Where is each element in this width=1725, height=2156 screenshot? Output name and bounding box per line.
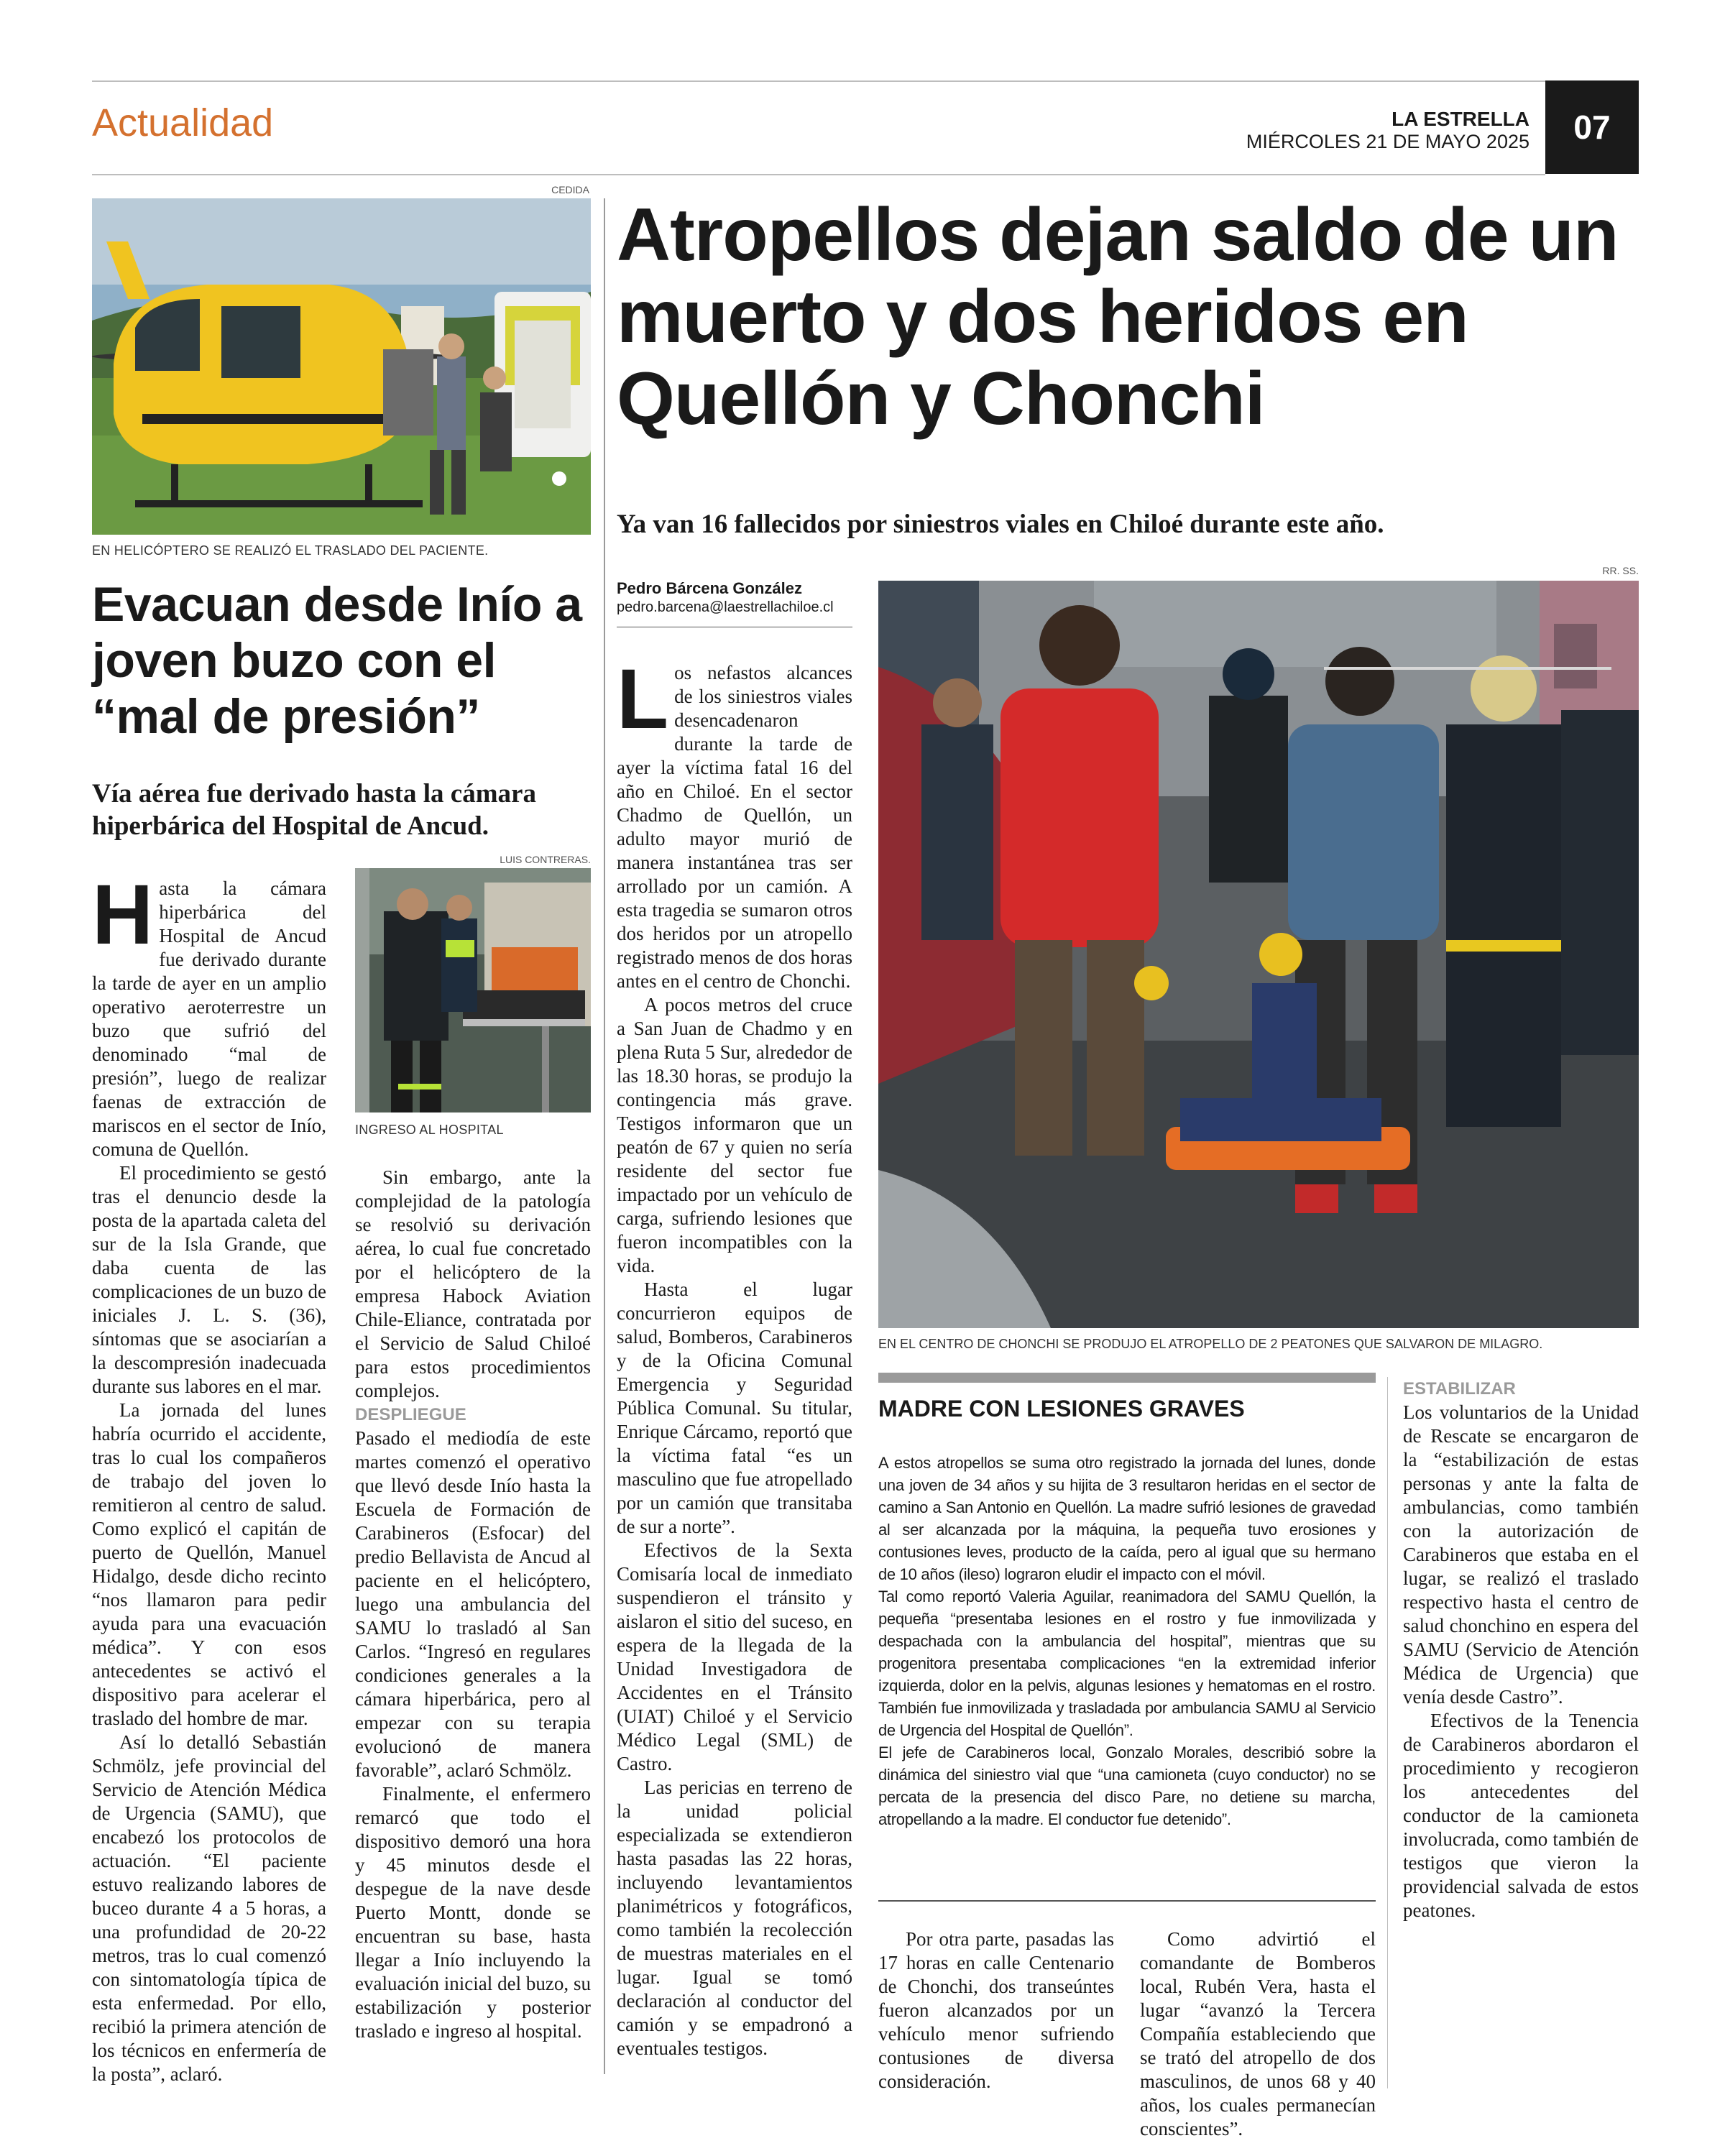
accident-photo: [878, 581, 1639, 1328]
left-story-col-1: [92, 867, 326, 2085]
sidebar-p3: El jefe de Carabineros local, Gonzalo Morales, describió sobre la dinámica del siniestro vial que “una camioneta (cuyo conductor) no se percata de la presencia del disco Pare, no detiene su marcha, atropellando a la madre. El conductor fue detenido”.: [878, 1743, 1376, 1828]
main-story-p2: A pocos metros del cruce a San Juan de Chadmo y en plena Ruta 5 Sur, alrededor de las 18.30 horas, se produjo la contingencia más grave. Testigos informaron que un peatón de 67 y quien no sería residente del sector fue impactado por un vehículo de carga, sufriendo lesiones que fueron incompatibles con la vida.: [617, 994, 852, 1276]
sidebar-body: [878, 1452, 1376, 1883]
hospital-illustration: [355, 868, 591, 1112]
main-story-p6: Por otra parte, pasadas las 17 horas en calle Centenario de Chonchi, dos transeúntes fueron alcanzados por un vehículo menor sufriendo contusiones de diversa consideración.: [878, 1928, 1114, 2092]
main-story-p4: Efectivos de la Sexta Comisaría local de inmediato suspendieron el tránsito y aislaron el sitio del suceso, en espera de la llegada de la Unidad Investigadora de Accidentes en el Tránsito (UIAT) Chiloé y el Servicio Médico Legal (SML) de Castro.: [617, 1539, 852, 1774]
left-story-p6: Pasado el mediodía de este martes comenzó el operativo que llevó desde Inío hasta la Escuela de Formación de Carabineros (Esfocar) del predio Bellavista de Ancud al paciente en el helicóptero, luego una ambulancia del SAMU lo trasladó al San Carlos. “Ingresó en regulares condiciones generales a la cámara hiperbárica, pero al empezar con su terapia evolucionó de manera favorable”, aclaró Schmölz.: [355, 1427, 591, 1781]
main-story-author: Pedro Bárcena González: [617, 579, 802, 597]
left-story-p1: asta la cámara hiperbárica del Hospital de Ancud fue derivado durante la tarde de ayer en un amplio operativo aeroterrestre un buzo que sufrió del denominado “mal de presión”, luego de realizar faenas de extracción de mariscos en el sector de Inío, comuna de Quellón.: [92, 877, 326, 1160]
main-story-col-3: [1140, 1927, 1376, 2139]
photo-credit-hospital: LUIS CONTRERAS.: [500, 854, 591, 865]
left-story-subtitle: Vía aérea fue derivado hasta la cámara hiperbárica del Hospital de Ancud.: [92, 779, 536, 841]
sidebar-title: MADRE CON LESIONES GRAVES: [878, 1396, 1245, 1422]
main-story-email: pedro.barcena@laestrellachiloe.cl: [617, 599, 834, 615]
main-story-p3: Hasta el lugar concurrieron equipos de salud, Bomberos, Carabineros y de la Oficina Comunal Emergencia y Seguridad Pública Comunal. Su titular, Enrique Cárcamo, reportó que la víctima fatal “es un masculino que fue atropellado por un camión que transitaba de sur a norte”.: [617, 1279, 852, 1537]
main-story-col-2: [878, 1927, 1114, 2092]
left-story-p4: Así lo detalló Sebastián Schmölz, jefe provincial del Servicio de Atención Médica de Urgencia (SAMU), que encabezó los protocolos de actuación. “El paciente estuvo realizando labores de buceo durante 4 a 5 horas, a una profundidad de 20-22 metros, tras lo cual comenzó con sintomatología típica de esta enfermedad. Por ello, recibió la primera atención de los técnicos en enfermería de la posta”, aclaró.: [92, 1731, 326, 2085]
paper-name: LA ESTRELLA: [1392, 108, 1530, 130]
issue-date: MIÉRCOLES 21 DE MAYO 2025: [1246, 131, 1530, 152]
header-rule: [92, 174, 1545, 175]
sidebar-bottom-rule: [878, 1900, 1376, 1902]
photo-credit-main: RR. SS.: [1602, 565, 1639, 576]
left-story-title: Evacuan desde Inío a joven buzo con el “mal de presión”: [92, 577, 582, 744]
main-story-p8: Los voluntarios de la Unidad de Rescate se encargaron de la “estabilización de estas personas y ante la falta de ambulancias, como también con la autorización de Carabineros que estaba en el lugar, se realizó el traslado respectivo hasta el centro de salud chonchino en espera del SAMU (Servicio de Atención Médica de Urgencia) que venía desde Castro”.: [1403, 1401, 1639, 1708]
sidebar-p1: A estos atropellos se suma otro registrado la jornada del lunes, donde una joven de 34 años y su hijita de 3 resultaron heridas en el sector de camino a San Antonio en Quellón. La madre sufrió lesiones de gravedad al ser alcanzada por la máquina, la pequeña tuvo erosiones y contusiones leves, producto de la caída, pero al igual que su hermano de 10 años (ileso) lograron eludir el impacto con el móvil.: [878, 1454, 1376, 1583]
main-story-drop-cap: L: [617, 652, 669, 747]
page-number: 07: [1573, 109, 1611, 146]
main-story-col-1: [617, 652, 852, 2084]
main-story-p8-lead: ESTABILIZAR: [1403, 1379, 1516, 1399]
left-story-subhead-despliegue: DESPLIEGUE: [355, 1405, 466, 1424]
main-story-p9: Efectivos de la Tenencia de Carabineros abordaron el procedimiento y recogieron los antecedentes del conductor de la camioneta involucrada, como también de testigos que vieron la providencial salvada de estos peatones.: [1403, 1710, 1639, 1921]
sidebar-top-bar: [878, 1373, 1376, 1383]
helicopter-photo: [92, 198, 591, 535]
left-story-col-2: [355, 1166, 591, 2086]
left-story-p5: Sin embargo, ante la complejidad de la patología se resolvió su derivación aérea, lo cual fue concretado por el helicóptero de la empresa Habock Aviation Chile-Eliance, contratada por el Servicio de Salud Chiloé para estos procedimientos complejos.: [355, 1166, 591, 1401]
left-story-p7: Finalmente, el enfermero remarcó que todo el dispositivo demoró una hora y 45 minutos desde el despegue de la nave desde Puerto Montt, donde se encuentran su base, hasta llegar a Inío incluyendo la evaluación inicial del buzo, su estabilización y posterior traslado e ingreso al hospital.: [355, 1783, 591, 2042]
accident-illustration: [878, 581, 1639, 1328]
section-label: Actualidad: [92, 101, 274, 144]
sidebar-divider: [1387, 1377, 1388, 2088]
left-story-p2: El procedimiento se gestó tras el denuncio desde la posta de la apartada caleta del sur de la Isla Grande, que daba cuenta de las complicaciones de un buzo de iniciales J. L. S. (36), síntomas que se asociarían a la descompresión inadecuada durante sus labores en el mar.: [92, 1162, 326, 1397]
sidebar-p2: Tal como reportó Valeria Aguilar, reanimadora del SAMU Quellón, la pequeña “presentaba lesiones en el rostro y fue inmovilizada y despachada con la ambulancia del hospital”, mientras que su progenitora presentaba complicaciones “en la extremidad inferior izquierda, dolor en la pelvis, algunas lesiones y hematomas en el rostro. También fue inmovilizada y trasladada por ambulancia SAMU al Servicio de Urgencia del Hospital de Quellón”.: [878, 1588, 1376, 1739]
photo-credit-helicopter: CEDIDA: [551, 184, 589, 195]
story-divider: [604, 198, 605, 2074]
main-story-title: Atropellos dejan saldo de un muerto y dos heridos en Quellón y Chonchi: [617, 193, 1619, 441]
page-number-box: [1545, 80, 1639, 174]
main-story-p1: os nefastos alcances de los siniestros viales desencadenaron durante la tarde de ayer la víctima fatal 16 del año en Chiloé. En el sector Chadmo de Quellón, un adulto mayor murió de manera instantánea tras ser arrollado por un camión. A esta tragedia se sumaron otros dos heridos por un atropello registrado menos de dos horas antes en el centro de Chonchi.: [617, 662, 852, 992]
caption-hospital: INGRESO AL HOSPITAL: [355, 1123, 504, 1137]
main-story-p7: Como advirtió el comandante de Bomberos local, Rubén Vera, hasta el lugar “avanzó la Tercera Compañía estableciendo que se trató del atropello de dos masculinos, de unos 68 y 40 años, los cuales permanecían conscientes”.: [1140, 1928, 1376, 2139]
main-story-col-4: [1403, 1377, 1639, 2088]
top-rule: [92, 80, 1639, 82]
main-story-subtitle: Ya van 16 fallecidos por siniestros viales en Chiloé durante este año.: [617, 510, 1384, 539]
left-story-drop-cap: H: [92, 867, 154, 962]
caption-helicopter: EN HELICÓPTERO SE REALIZÓ EL TRASLADO DEL PACIENTE.: [92, 543, 489, 558]
helicopter-illustration: [92, 198, 591, 535]
left-story-p3: La jornada del lunes habría ocurrido el accidente, tras lo cual los compañeros de trabajo del joven lo remitieron al centro de salud. Como explicó el capitán de puerto de Quellón, Manuel Hidalgo, desde dicho recinto “nos llamaron para pedir ayuda para una evacuación médica”. Y con esos antecedentes se activó el dispositivo para acelerar el traslado del hombre de mar.: [92, 1399, 326, 1729]
hospital-photo: [355, 868, 591, 1112]
caption-accident: EN EL CENTRO DE CHONCHI SE PRODUJO EL ATROPELLO DE 2 PEATONES QUE SALVARON DE MILAGRO.: [878, 1337, 1543, 1351]
main-story-p5: Las pericias en terreno de la unidad policial especializada se extendieron hasta pasadas las 22 horas, incluyendo levantamientos planimétricos y fotográficos, como también la recolección de muestras materiales en el lugar. Igual se tomó declaración al conductor del camión y se empadronó a eventuales testigos.: [617, 1777, 852, 2059]
